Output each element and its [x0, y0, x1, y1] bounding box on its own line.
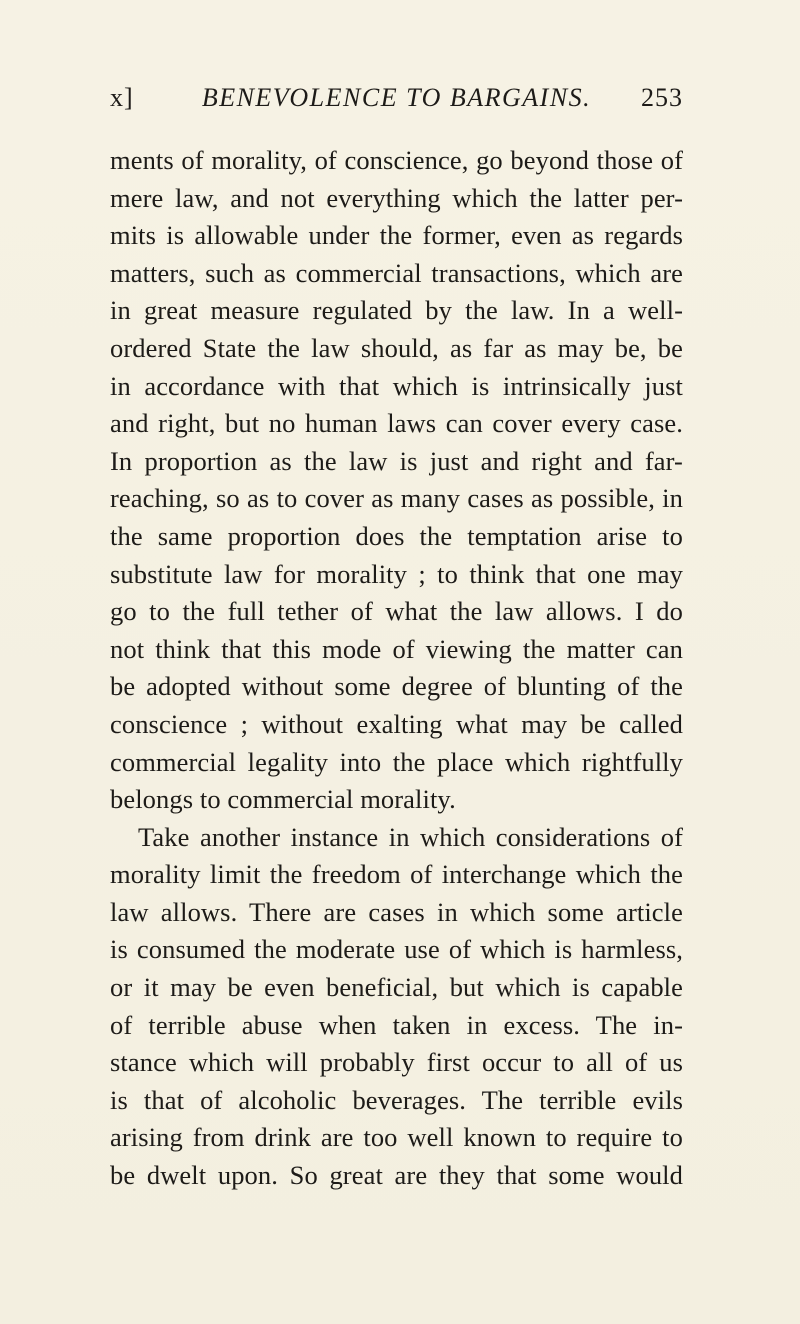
text-line: be adopted without some degree of blunting of the: [110, 671, 683, 702]
section-marker: x]: [110, 83, 134, 112]
text-line: Take another instance in which considerations of: [138, 821, 683, 852]
text-line: substitute law for morality ; to think that one may: [110, 558, 683, 589]
text-line: belongs to commercial morality.: [110, 784, 456, 815]
text-line: mits is allowable under the former, even as regards: [110, 220, 683, 251]
text-line: is consumed the moderate use of which is harmless,: [110, 934, 683, 965]
text-line: arising from drink are too well known to require to: [110, 1122, 683, 1153]
text-line: or it may be even beneficial, but which is capable: [110, 972, 683, 1003]
text-line: morality limit the freedom of interchange which the: [110, 859, 683, 890]
text-line: mere law, and not everything which the latter per-: [110, 182, 683, 213]
running-title: BENEVOLENCE TO BARGAINS.: [201, 83, 592, 112]
text-line: be dwelt upon. So great are they that some would: [110, 1160, 683, 1191]
page-number: 253: [641, 83, 683, 112]
text-line: stance which will probably first occur to all of us: [110, 1047, 683, 1078]
text-line: ments of morality, of conscience, go beyond those of: [110, 145, 683, 175]
text-line: and right, but no human laws can cover every case.: [110, 408, 683, 439]
text-line: not think that this mode of viewing the matter can: [110, 633, 683, 664]
text-line: matters, such as commercial transactions, which are: [110, 257, 683, 288]
text-line: reaching, so as to cover as many cases as possible, in: [110, 483, 683, 514]
text-line: conscience ; without exalting what may be called: [110, 708, 683, 739]
text-line: In proportion as the law is just and right and far-: [110, 445, 683, 476]
text-line: in accordance with that which is intrinsically just: [110, 370, 683, 401]
text-line: the same proportion does the temptation arise to: [110, 520, 683, 551]
text-line: commercial legality into the place which rightfully: [110, 746, 683, 777]
text-line: is that of alcoholic beverages. The terrible evils: [110, 1084, 683, 1115]
paragraph-1: [110, 142, 683, 819]
text-line: of terrible abuse when taken in excess. The in-: [110, 1009, 683, 1040]
text-line: law allows. There are cases in which some article: [110, 896, 683, 927]
running-head: [110, 83, 683, 117]
text-line: go to the full tether of what the law allows. I do: [110, 596, 683, 627]
paragraph-2: [110, 819, 683, 1195]
text-line: ordered State the law should, as far as may be, be: [110, 332, 683, 363]
body-text: [110, 142, 683, 1195]
text-line: in great measure regulated by the law. In a well-: [110, 295, 683, 326]
